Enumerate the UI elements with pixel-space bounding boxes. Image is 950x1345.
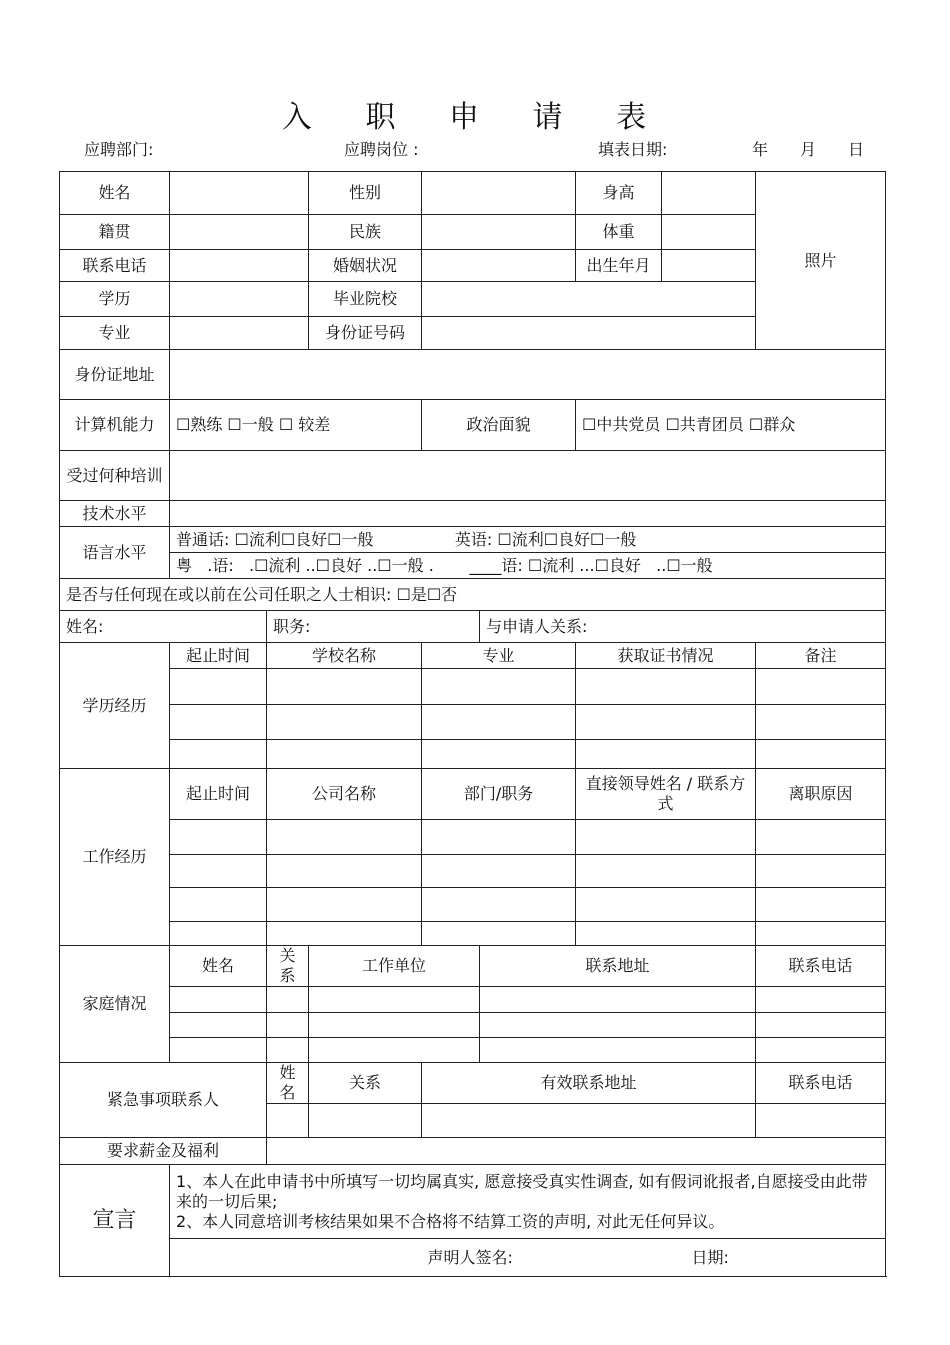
application-form-table [59, 171, 886, 1277]
computer-options[interactable]: ☐熟练 ☐一般 ☐ 较差 [170, 400, 422, 451]
label-birth: 出生年月 [576, 250, 662, 282]
label-training: 受过何种培训 [60, 451, 170, 501]
header-month: 月 [800, 140, 817, 159]
table-row [60, 987, 886, 1013]
signature-label[interactable]: 声明人签名: [422, 1239, 662, 1277]
emergency-header-phone: 联系电话 [756, 1063, 886, 1104]
emergency-header-name: 姓名 [267, 1063, 309, 1104]
work-header-reason: 离职原因 [756, 769, 886, 820]
edu-header-cert: 获取证书情况 [576, 643, 756, 669]
label-marital: 婚姻状况 [309, 250, 422, 282]
photo-box[interactable]: 照片 [756, 172, 886, 350]
salary-input[interactable] [267, 1138, 886, 1165]
table-row [60, 740, 886, 769]
input-school[interactable] [422, 282, 756, 317]
header-dept: 应聘部门: [84, 140, 154, 159]
header-day: 日 [848, 140, 865, 159]
table-row [60, 1038, 886, 1063]
family-header-employer: 工作单位 [309, 946, 480, 987]
input-native[interactable] [170, 215, 309, 250]
header-year: 年 [752, 140, 769, 159]
work-header-time: 起止时间 [170, 769, 267, 820]
input-marital[interactable] [422, 250, 576, 282]
table-row [60, 705, 886, 740]
family-header-address: 联系地址 [480, 946, 756, 987]
input-major[interactable] [170, 317, 309, 350]
acquaint-question[interactable]: 是否与任何现在或以前在公司任职之人士相识: ☐是☐否 [60, 579, 886, 611]
label-native: 籍贯 [60, 215, 170, 250]
table-row [60, 820, 886, 855]
education-label: 学历经历 [60, 643, 170, 769]
input-birth[interactable] [662, 250, 756, 282]
input-id-addr[interactable] [170, 350, 886, 400]
emergency-label: 紧急事项联系人 [60, 1063, 267, 1138]
work-header-dept: 部门/职务 [422, 769, 576, 820]
label-school: 毕业院校 [309, 282, 422, 317]
label-gender: 性别 [309, 172, 422, 215]
table-row [60, 888, 886, 922]
table-row [60, 1013, 886, 1038]
table-row [60, 855, 886, 888]
input-training[interactable] [170, 451, 886, 501]
label-height: 身高 [576, 172, 662, 215]
work-label: 工作经历 [60, 769, 170, 946]
input-ethnic[interactable] [422, 215, 576, 250]
label-lang: 语言水平 [60, 527, 170, 579]
input-tech[interactable] [170, 501, 886, 527]
family-header-name: 姓名 [170, 946, 267, 987]
label-id: 身份证号码 [309, 317, 422, 350]
input-phone[interactable] [170, 250, 309, 282]
label-weight: 体重 [576, 215, 662, 250]
label-computer: 计算机能力 [60, 400, 170, 451]
label-name: 姓名 [60, 172, 170, 215]
acquaint-duty[interactable]: 职务: [267, 611, 480, 643]
input-edu[interactable] [170, 282, 309, 317]
politics-options[interactable]: ☐中共党员 ☐共青团员 ☐群众 [576, 400, 886, 451]
emergency-header-address: 有效联系地址 [422, 1063, 756, 1104]
family-header-relation: 关系 [267, 946, 309, 987]
edu-header-remark: 备注 [756, 643, 886, 669]
declaration-text [170, 1165, 886, 1239]
label-tech: 技术水平 [60, 501, 170, 527]
declaration-line-2: 2、本人同意培训考核结果如果不合格将不结算工资的声明, 对此无任何异议。 [176, 1211, 725, 1231]
input-name[interactable] [170, 172, 309, 215]
edu-header-time: 起止时间 [170, 643, 267, 669]
work-header-leader: 直接领导姓名 / 联系方式 [576, 769, 756, 820]
label-ethnic: 民族 [309, 215, 422, 250]
input-height[interactable] [662, 172, 756, 215]
label-major: 专业 [60, 317, 170, 350]
label-id-addr: 身份证地址 [60, 350, 170, 400]
label-phone: 联系电话 [60, 250, 170, 282]
table-row [60, 669, 886, 705]
lang-row-1[interactable]: 普通话: ☐流利☐良好☐一般 英语: ☐流利☐良好☐一般 [170, 527, 886, 553]
header-post: 应聘岗位 : [344, 140, 419, 159]
salary-label: 要求薪金及福利 [60, 1138, 267, 1165]
emergency-header-relation: 关系 [309, 1063, 422, 1104]
sign-date-label[interactable]: 日期: [662, 1239, 886, 1277]
lang-row-2[interactable]: 粤 .语: .☐流利 ..☐良好 ..☐一般 . ____语: ☐流利 ...☐良好 ..☐一般 [170, 553, 886, 579]
family-label: 家庭情况 [60, 946, 170, 1063]
input-weight[interactable] [662, 215, 756, 250]
family-header-phone: 联系电话 [756, 946, 886, 987]
edu-header-school: 学校名称 [267, 643, 422, 669]
acquaint-relation[interactable]: 与申请人关系: [480, 611, 886, 643]
header-date: 填表日期: [598, 140, 668, 159]
acquaint-name[interactable]: 姓名: [60, 611, 267, 643]
label-edu: 学历 [60, 282, 170, 317]
input-id[interactable] [422, 317, 756, 350]
form-title: 入 职 申 请 表 [281, 100, 669, 135]
declaration-label: 宣言 [60, 1165, 170, 1277]
declaration-line-1: 1、本人在此申请书中所填写一切均属真实, 愿意接受真实性调查, 如有假词讹报者,自愿接受由此带来的一切后果; [176, 1171, 868, 1211]
table-row [60, 922, 886, 946]
input-gender[interactable] [422, 172, 576, 215]
label-politics: 政治面貌 [422, 400, 576, 451]
work-header-company: 公司名称 [267, 769, 422, 820]
edu-header-major: 专业 [422, 643, 576, 669]
